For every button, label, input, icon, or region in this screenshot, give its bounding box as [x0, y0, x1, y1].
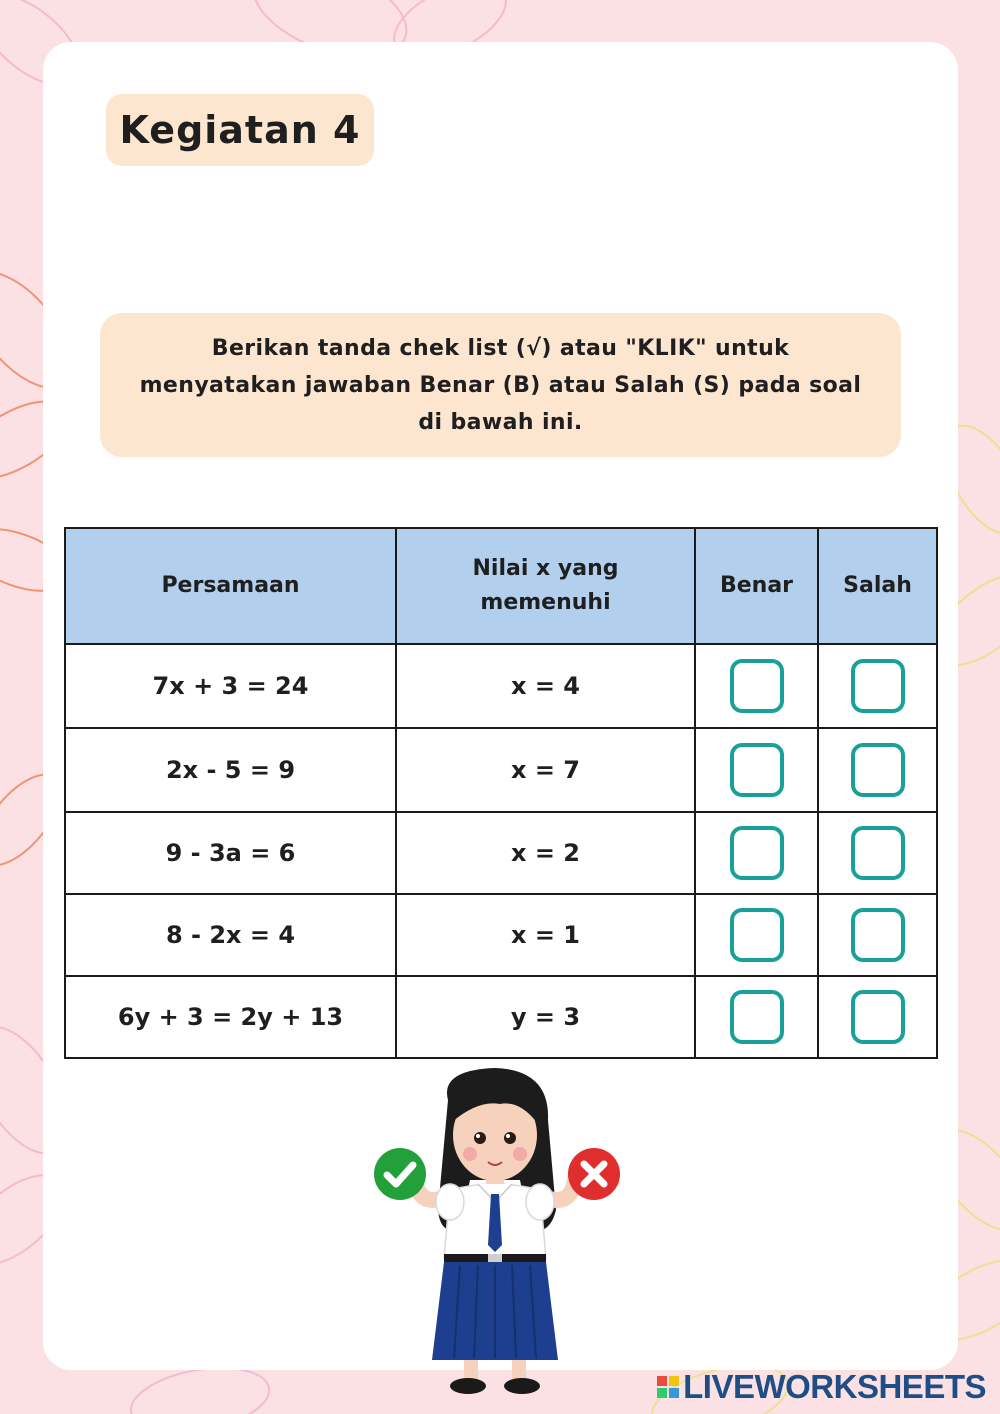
false-checkbox[interactable]: [851, 743, 905, 797]
true-checkbox[interactable]: [730, 659, 784, 713]
student-illustration: [360, 1060, 640, 1400]
equation-cell: 7x + 3 = 24: [65, 644, 396, 728]
instruction-text: Berikan tanda chek list (√) atau "KLIK" untuk menyatakan jawaban Benar (B) atau Salah (S) pada soal di bawah ini.: [100, 313, 901, 457]
logo-cubes-icon: [657, 1376, 679, 1398]
true-checkbox[interactable]: [730, 826, 784, 880]
cross-icon: [566, 1146, 622, 1202]
value-cell: y = 3: [396, 976, 695, 1058]
liveworksheets-logo: [657, 1368, 986, 1406]
equation-cell: 8 - 2x = 4: [65, 894, 396, 976]
value-cell: x = 2: [396, 812, 695, 894]
false-checkbox[interactable]: [851, 826, 905, 880]
question-table: [64, 527, 938, 1059]
logo-text: LIVEWORKSHEETS: [683, 1368, 986, 1405]
table-row: [65, 812, 937, 894]
true-checkbox[interactable]: [730, 908, 784, 962]
header-true: Benar: [695, 528, 818, 644]
header-x-value: Nilai x yang memenuhi: [396, 528, 695, 644]
value-cell: x = 7: [396, 728, 695, 812]
table-row: [65, 644, 937, 728]
check-icon: [372, 1146, 428, 1202]
true-checkbox[interactable]: [730, 990, 784, 1044]
true-checkbox[interactable]: [730, 743, 784, 797]
equation-cell: 6y + 3 = 2y + 13: [65, 976, 396, 1058]
header-false: Salah: [818, 528, 937, 644]
table-row: [65, 728, 937, 812]
table-row: [65, 894, 937, 976]
value-cell: x = 4: [396, 644, 695, 728]
false-checkbox[interactable]: [851, 908, 905, 962]
equation-cell: 9 - 3a = 6: [65, 812, 396, 894]
header-equation: Persamaan: [65, 528, 396, 644]
value-cell: x = 1: [396, 894, 695, 976]
table-header-row: [65, 528, 937, 644]
activity-title: Kegiatan 4: [106, 94, 374, 166]
equation-cell: 2x - 5 = 9: [65, 728, 396, 812]
false-checkbox[interactable]: [851, 990, 905, 1044]
table-row: [65, 976, 937, 1058]
false-checkbox[interactable]: [851, 659, 905, 713]
